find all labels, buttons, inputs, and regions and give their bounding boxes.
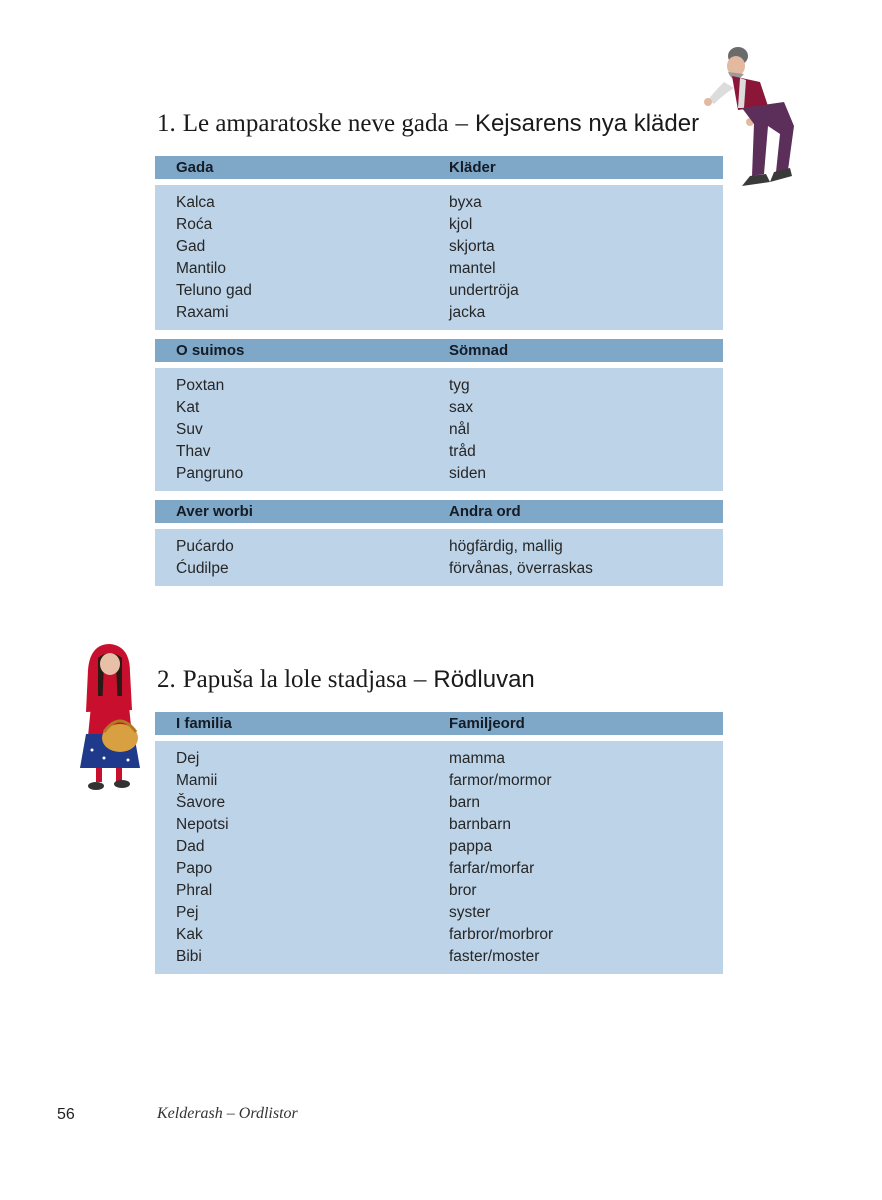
table-row (155, 258, 723, 280)
table-body (155, 185, 723, 330)
cell-romani: Bibi (176, 948, 202, 965)
cell-romani: Mamii (176, 772, 218, 789)
cell-swedish: skjorta (449, 238, 495, 255)
table-row (155, 375, 723, 397)
cell-romani: Dad (176, 838, 205, 855)
cell-swedish: mantel (449, 260, 496, 277)
cell-romani: Šavore (176, 794, 226, 811)
table-row (155, 902, 723, 924)
cell-swedish: siden (449, 465, 487, 482)
vocab-table-family (155, 712, 723, 974)
table-header (155, 500, 723, 523)
table-row (155, 858, 723, 880)
cell-romani: Pangruno (176, 465, 244, 482)
cell-swedish: syster (449, 904, 491, 921)
cell-romani: Mantilo (176, 260, 226, 277)
cell-swedish: undertröja (449, 282, 519, 299)
table-header (155, 712, 723, 735)
cell-swedish: tråd (449, 443, 476, 460)
header-romani: I familia (176, 715, 232, 732)
vocab-table-other-words (155, 500, 723, 586)
table-row (155, 924, 723, 946)
cell-swedish: mamma (449, 750, 505, 767)
cell-romani: Phral (176, 882, 213, 899)
table-row (155, 792, 723, 814)
title-romani: Papuša la lole stadjasa (182, 666, 407, 693)
cell-romani: Kat (176, 399, 200, 416)
cell-romani: Pućardo (176, 538, 234, 555)
cell-romani: Poxtan (176, 377, 225, 394)
page-number: 56 (57, 1106, 75, 1123)
cell-romani: Raxami (176, 304, 229, 321)
cell-swedish: barnbarn (449, 816, 512, 833)
cell-romani: Roća (176, 216, 213, 233)
cell-romani: Kak (176, 926, 203, 943)
cell-swedish: pappa (449, 838, 493, 855)
cell-swedish: faster/moster (449, 948, 540, 965)
table-row (155, 836, 723, 858)
title-romani: Le amparatoske neve gada (182, 110, 449, 137)
cell-romani: Papo (176, 860, 213, 877)
cell-romani: Dej (176, 750, 200, 767)
title-dash: – (455, 110, 468, 137)
section-number: 1. (157, 110, 176, 137)
cell-swedish: bror (449, 882, 477, 899)
table-body (155, 529, 723, 586)
cell-swedish: farmor/mormor (449, 772, 552, 789)
cell-romani: Gad (176, 238, 206, 255)
cell-romani: Thav (176, 443, 211, 460)
cell-swedish: kjol (449, 216, 473, 233)
header-swedish: Familjeord (449, 715, 525, 732)
table-row (155, 770, 723, 792)
table-row (155, 419, 723, 441)
cell-swedish: sax (449, 399, 474, 416)
vocab-table-sewing (155, 339, 723, 491)
header-swedish: Sömnad (449, 342, 509, 359)
title-dash: – (413, 666, 427, 693)
cell-swedish: barn (449, 794, 481, 811)
table-row (155, 280, 723, 302)
section-title-red-riding-hood (157, 664, 535, 695)
table-header (155, 339, 723, 362)
cell-swedish: högfärdig, mallig (449, 538, 563, 555)
header-swedish: Kläder (449, 159, 496, 176)
vocab-table-clothes (155, 156, 723, 330)
cell-romani: Ćudilpe (176, 560, 229, 577)
red-riding-hood-illustration (70, 640, 150, 800)
table-row (155, 814, 723, 836)
table-row (155, 536, 723, 558)
table-row (155, 214, 723, 236)
header-swedish: Andra ord (449, 503, 521, 520)
header-romani: O suimos (176, 342, 245, 359)
table-row (155, 463, 723, 485)
cell-romani: Kalca (176, 194, 215, 211)
running-footer-title: Kelderash – Ordlistor (157, 1105, 298, 1122)
cell-swedish: byxa (449, 194, 482, 211)
cell-romani: Nepotsi (176, 816, 229, 833)
cell-swedish: tyg (449, 377, 470, 394)
table-row (155, 558, 723, 580)
table-row (155, 748, 723, 770)
cell-romani: Pej (176, 904, 199, 921)
table-row (155, 236, 723, 258)
cell-swedish: farfar/morfar (449, 860, 535, 877)
cell-romani: Teluno gad (176, 282, 252, 299)
title-swedish: Rödluvan (433, 666, 535, 693)
title-swedish: Kejsarens nya kläder (474, 110, 700, 137)
cell-swedish: farbror/morbror (449, 926, 554, 943)
header-romani: Aver worbi (176, 503, 253, 520)
section-title-emperor (157, 108, 699, 139)
cell-swedish: jacka (449, 304, 486, 321)
section-number: 2. (157, 666, 176, 693)
table-body (155, 368, 723, 491)
header-romani: Gada (176, 159, 214, 176)
table-row (155, 880, 723, 902)
table-row (155, 192, 723, 214)
cell-swedish: förvånas, överraskas (449, 560, 593, 577)
cell-swedish: nål (449, 421, 470, 438)
table-body (155, 741, 723, 974)
table-row (155, 441, 723, 463)
table-header (155, 156, 723, 179)
table-row (155, 397, 723, 419)
cell-romani: Suv (176, 421, 203, 438)
table-row (155, 302, 723, 324)
table-row (155, 946, 723, 968)
